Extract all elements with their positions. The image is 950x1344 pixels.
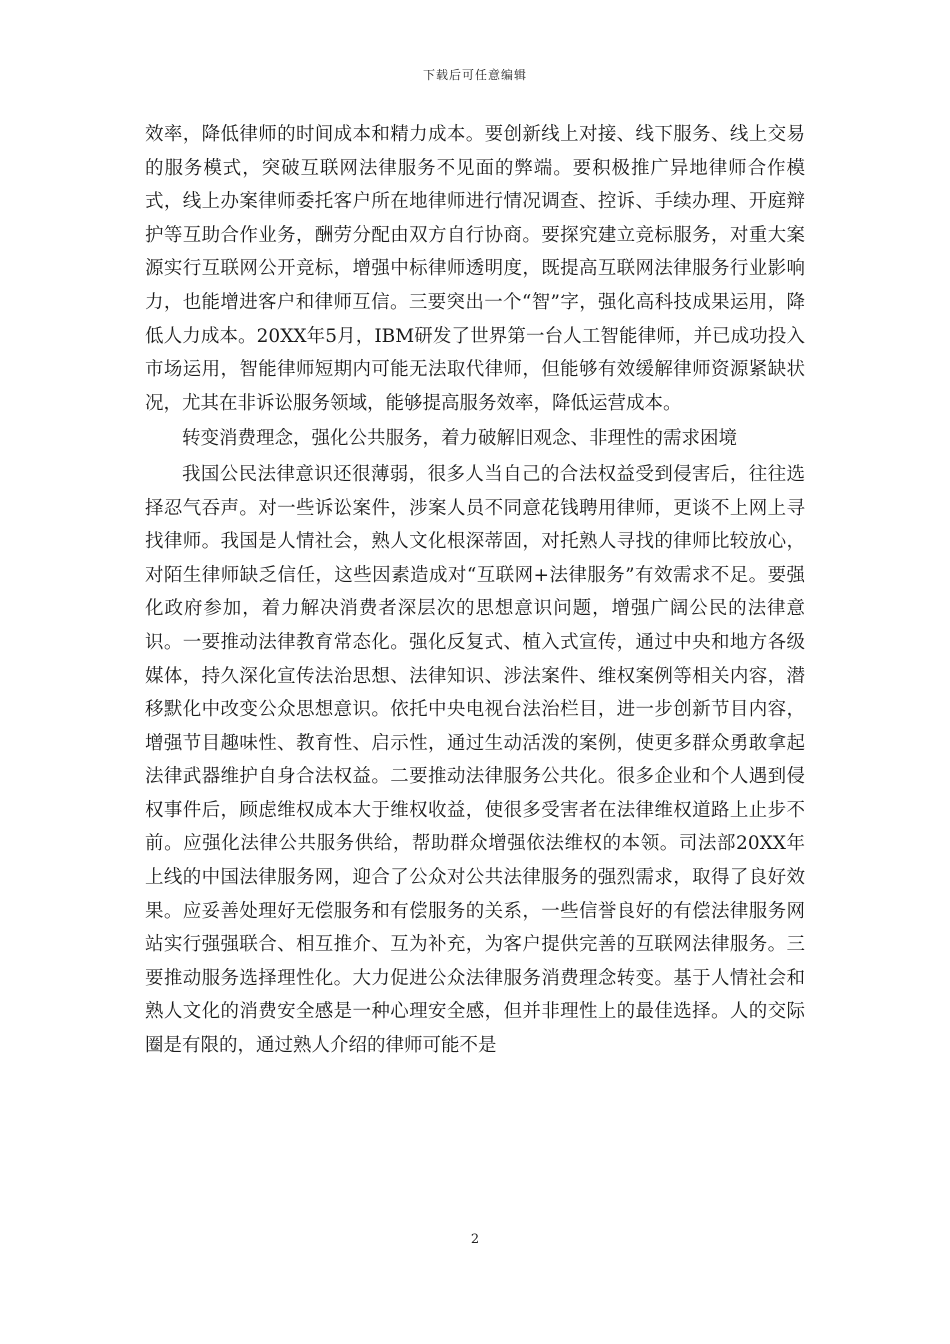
paragraph-continuation: 效率，降低律师的时间成本和精力成本。要创新线上对接、线下服务、线上交易的服务模式，突破互联网法律服务不见面的弊端。要积极推广异地律师合作模式，线上办案律师委托客户所在地律师进行情况调查、控诉、手续办理、开庭辩护等互助合作业务，酬劳分配由双方自行协商。要探究建立竞标服务，对重大案源实行互联网公开竞标，增强中标律师透明度，既提高互联网法律服务行业影响力，也能增进客户和律师互信。三要突出一个“智”字，强化高科技成果运用，降低人力成本。20XX年5月，IBM研发了世界第一台人工智能律师，并已成功投入市场运用，智能律师短期内可能无法取代律师，但能够有效缓解律师资源紧缺状况，尤其在非诉讼服务领域，能够提高服务效率，降低运营成本。: [145, 124, 805, 414]
page-header: 下载后可任意编辑: [422, 68, 527, 82]
document-body: [145, 118, 805, 1063]
section-heading: 转变消费理念，强化公共服务，着力破解旧观念、非理性的需求困境: [182, 428, 738, 450]
paragraph-body: 我国公民法律意识还很薄弱，很多人当自己的合法权益受到侵害后，往往选择忍气吞声。对一些诉讼案件，涉案人员不同意花钱聘用律师，更谈不上网上寻找律师。我国是人情社会，熟人文化根深蒂固，对托熟人寻找的律师比较放心，对陌生律师缺乏信任，这些因素造成对“互联网+法律服务”有效需求不足。要强化政府参加，着力解决消费者深层次的思想意识问题，增强广阔公民的法律意识。一要推动法律教育常态化。强化反复式、植入式宣传，通过中央和地方各级媒体，持久深化宣传法治思想、法律知识、涉法案件、维权案例等相关内容，潜移默化中改变公众思想意识。依托中央电视台法治栏目，进一步创新节目内容，增强节目趣味性、教育性、启示性，通过生动活泼的案例，使更多群众勇敢拿起法律武器维护自身合法权益。二要推动法律服务公共化。很多企业和个人遇到侵权事件后，顾虑维权成本大于维权收益，使很多受害者在法律维权道路上止步不前。应强化法律公共服务供给，帮助群众增强依法维权的本领。司法部20XX年上线的中国法律服务网，迎合了公众对公共法律服务的强烈需求，取得了良好效果。应妥善处理好无偿服务和有偿服务的关系，一些信誉良好的有偿法律服务网站实行强强联合、相互推介、互为补充，为客户提供完善的互联网法律服务。三要推动服务选择理性化。大力促进公众法律服务消费理念转变。基于人情社会和熟人文化的消费安全感是一种心理安全感，但并非理性上的最佳选择。人的交际圈是有限的，通过熟人介绍的律师可能不是: [145, 463, 805, 1057]
page-number: 2: [470, 1232, 480, 1247]
